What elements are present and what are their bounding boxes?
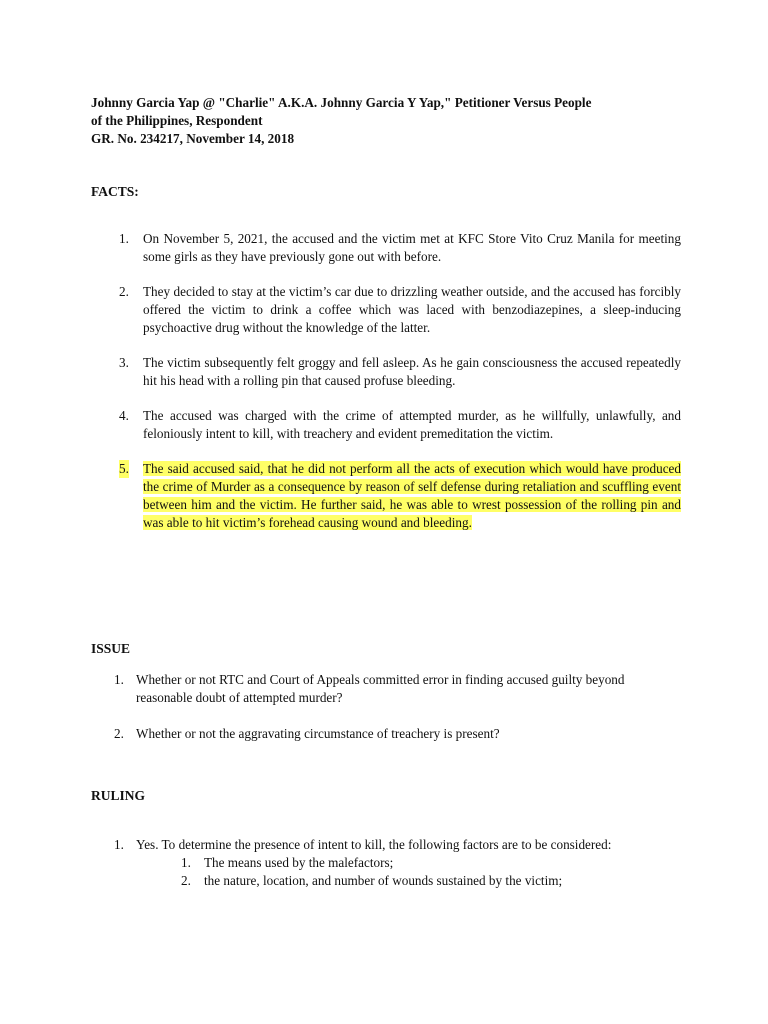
ruling-item <box>91 836 681 890</box>
issue-heading: ISSUE <box>91 641 131 656</box>
ruling-subitem <box>136 854 681 872</box>
highlighted-text: The said accused said, that he did not perform all the acts of execution which would have produced the crime of Murder as a consequence by reason of self defense during retaliation and scuffling event between him and the victim. He further said, he was able to wrest possession of the rolling pin and was able to hit victim’s forehead causing wound and bleeding. <box>143 461 681 530</box>
list-number: 2. <box>119 284 129 299</box>
list-item-text: Yes. To determine the presence of intent to kill, the following factors are to be considered: <box>136 837 612 852</box>
list-item-text: Whether or not RTC and Court of Appeals committed error in finding accused guilty beyond reasonable doubt of attempted murder? <box>136 672 625 705</box>
list-number: 4. <box>119 408 129 423</box>
list-item-text: On November 5, 2021, the accused and the victim met at KFC Store Vito Cruz Manila for meeting some girls as they have previously gone out with before. <box>143 231 681 264</box>
list-number: 2. <box>181 873 191 888</box>
case-title <box>91 94 691 148</box>
list-item-text: the nature, location, and number of wounds sustained by the victim; <box>204 873 563 888</box>
list-number: 5. <box>119 461 129 476</box>
facts-list <box>91 230 681 549</box>
ruling-list <box>91 836 681 890</box>
issue-item <box>91 671 681 707</box>
facts-item <box>91 283 681 337</box>
facts-item <box>91 354 681 390</box>
list-number: 1. <box>181 855 191 870</box>
list-number: 1. <box>114 672 124 687</box>
list-item-text <box>143 460 681 532</box>
case-title-line: Johnny Garcia Yap @ "Charlie" A.K.A. Johnny Garcia Y Yap," Petitioner Versus People <box>91 95 592 110</box>
list-item-text: Whether or not the aggravating circumstance of treachery is present? <box>136 726 500 741</box>
facts-item-highlighted <box>91 460 681 532</box>
list-item-text: The means used by the malefactors; <box>204 855 394 870</box>
list-number: 2. <box>114 726 124 741</box>
list-number: 3. <box>119 355 129 370</box>
list-item-text: The accused was charged with the crime of attempted murder, as he willfully, unlawfully, and feloniously intent to kill, with treachery and evident premeditation the victim. <box>143 408 681 441</box>
issue-list <box>91 671 681 761</box>
facts-item <box>91 230 681 266</box>
ruling-sublist <box>136 854 681 890</box>
facts-heading: FACTS: <box>91 184 139 199</box>
list-number: 1. <box>114 837 124 852</box>
ruling-subitem <box>136 872 681 890</box>
list-item-text: They decided to stay at the victim’s car due to drizzling weather outside, and the accused has forcibly offered the victim to drink a coffee which was laced with benzodiazepines, a sleep-inducing psychoactive drug without the knowledge of the latter. <box>143 284 681 335</box>
issue-item <box>91 725 681 743</box>
case-title-line: GR. No. 234217, November 14, 2018 <box>91 131 295 146</box>
facts-item <box>91 407 681 443</box>
list-item-text: The victim subsequently felt groggy and fell asleep. As he gain consciousness the accused repeatedly hit his head with a rolling pin that caused profuse bleeding. <box>143 355 681 388</box>
ruling-heading: RULING <box>91 788 146 803</box>
list-number: 1. <box>119 231 129 246</box>
case-title-line: of the Philippines, Respondent <box>91 113 263 128</box>
